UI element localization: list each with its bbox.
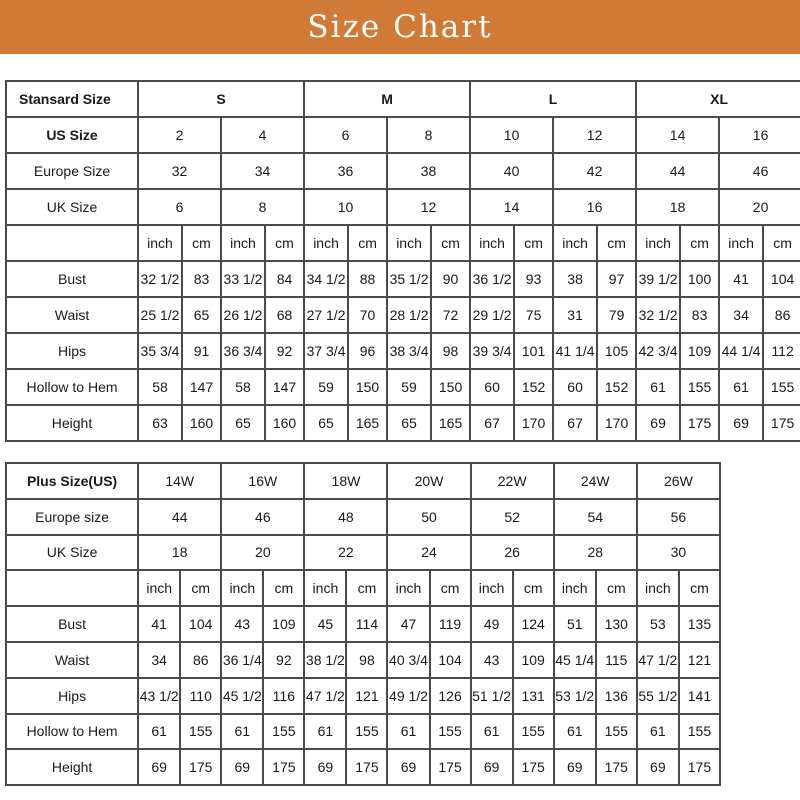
measurement-cell: 70	[348, 297, 387, 333]
measurement-cell: 152	[597, 369, 636, 405]
measurement-cell: 53	[637, 606, 679, 642]
row-label	[6, 570, 138, 606]
unit-cell: inch	[304, 225, 348, 261]
measurement-cell: 90	[431, 261, 470, 297]
measurement-cell: 135	[679, 606, 720, 642]
measurement-cell: 47 1/2	[304, 678, 346, 714]
measurement-cell: 155	[430, 714, 471, 750]
measurement-cell: 165	[348, 405, 387, 441]
row-label: Stansard Size	[6, 81, 138, 117]
measurement-cell: 104	[763, 261, 800, 297]
measurement-cell: 98	[346, 642, 387, 678]
measurement-cell: 155	[763, 369, 800, 405]
measurement-cell: 175	[263, 749, 304, 785]
uk-size-row	[6, 535, 720, 571]
size-cell: 30	[637, 535, 720, 571]
size-cell: 54	[554, 499, 637, 535]
size-cell: 14	[470, 189, 553, 225]
unit-cell: cm	[680, 225, 719, 261]
size-cell: 18	[138, 535, 221, 571]
size-cell: 10	[304, 189, 387, 225]
measurement-cell: 59	[387, 369, 431, 405]
measurement-cell: 27 1/2	[304, 297, 348, 333]
measurement-cell: 61	[221, 714, 263, 750]
size-cell: 20	[719, 189, 800, 225]
size-cell: 36	[304, 153, 387, 189]
measurement-cell: 101	[514, 333, 553, 369]
measurement-cell: 131	[513, 678, 554, 714]
measurement-row	[6, 714, 720, 750]
measurement-cell: 79	[597, 297, 636, 333]
measurement-cell: 121	[679, 642, 720, 678]
measurement-row	[6, 642, 720, 678]
unit-cell: cm	[513, 570, 554, 606]
measurement-cell: 83	[182, 261, 221, 297]
unit-cell: cm	[265, 225, 304, 261]
unit-cell: cm	[596, 570, 637, 606]
size-cell: 18W	[304, 463, 387, 499]
measurement-row	[6, 261, 800, 297]
size-cell: 20	[221, 535, 304, 571]
size-cell: 16W	[221, 463, 304, 499]
unit-cell: cm	[431, 225, 470, 261]
measurement-cell: 51	[554, 606, 596, 642]
measurement-cell: 55 1/2	[637, 678, 679, 714]
measurement-cell: 69	[554, 749, 596, 785]
measurement-cell: 160	[265, 405, 304, 441]
row-label: UK Size	[6, 535, 138, 571]
measurement-cell: 41	[138, 606, 180, 642]
size-cell: 10	[470, 117, 553, 153]
size-cell: 44	[138, 499, 221, 535]
measurement-cell: 91	[182, 333, 221, 369]
row-label: UK Size	[6, 189, 138, 225]
row-label: Plus Size(US)	[6, 463, 138, 499]
size-cell: 32	[138, 153, 221, 189]
size-cell: 12	[387, 189, 470, 225]
size-group-cell: S	[138, 81, 304, 117]
unit-cell: cm	[263, 570, 304, 606]
measurement-cell: 47 1/2	[637, 642, 679, 678]
measurement-cell: 61	[304, 714, 346, 750]
measurement-cell: 59	[304, 369, 348, 405]
measurement-cell: 65	[304, 405, 348, 441]
size-cell: 2	[138, 117, 221, 153]
measurement-cell: 45 1/2	[221, 678, 263, 714]
measurement-cell: 83	[680, 297, 719, 333]
measurement-cell: 34	[138, 642, 180, 678]
us-size-row	[6, 117, 800, 153]
measurement-cell: 114	[346, 606, 387, 642]
unit-cell: inch	[470, 225, 514, 261]
unit-cell: inch	[636, 225, 680, 261]
measurement-cell: 109	[513, 642, 554, 678]
measurement-cell: 88	[348, 261, 387, 297]
plus-size-row	[6, 463, 720, 499]
measurement-row	[6, 297, 800, 333]
measurement-row	[6, 369, 800, 405]
measurement-cell: 44 1/4	[719, 333, 763, 369]
measurement-cell: 60	[470, 369, 514, 405]
measurement-cell: 150	[348, 369, 387, 405]
unit-cell: inch	[553, 225, 597, 261]
measurement-cell: 61	[636, 369, 680, 405]
size-cell: 14W	[138, 463, 221, 499]
measurement-cell: 155	[180, 714, 221, 750]
size-cell: 24	[387, 535, 470, 571]
measurement-cell: 126	[430, 678, 471, 714]
unit-cell: cm	[430, 570, 471, 606]
measurement-cell: 147	[182, 369, 221, 405]
measurement-cell: 61	[387, 714, 429, 750]
measurement-cell: 29 1/2	[470, 297, 514, 333]
size-cell: 20W	[387, 463, 470, 499]
size-cell: 12	[553, 117, 636, 153]
measurement-cell: 58	[138, 369, 182, 405]
measurement-cell: 100	[680, 261, 719, 297]
size-cell: 52	[471, 499, 554, 535]
row-label: Hollow to Hem	[6, 369, 138, 405]
measurement-cell: 69	[719, 405, 763, 441]
size-cell: 28	[554, 535, 637, 571]
measurement-cell: 43	[471, 642, 513, 678]
measurement-cell: 32 1/2	[138, 261, 182, 297]
measurement-cell: 26 1/2	[221, 297, 265, 333]
size-cell: 46	[719, 153, 800, 189]
measurement-cell: 69	[138, 749, 180, 785]
eu-size-row	[6, 499, 720, 535]
row-label: Hollow to Hem	[6, 714, 138, 750]
measurement-cell: 84	[265, 261, 304, 297]
measurement-cell: 69	[304, 749, 346, 785]
unit-cell: inch	[138, 570, 180, 606]
unit-cell: inch	[387, 570, 429, 606]
measurement-cell: 40 3/4	[387, 642, 429, 678]
measurement-cell: 37 3/4	[304, 333, 348, 369]
measurement-cell: 69	[637, 749, 679, 785]
unit-cell: cm	[348, 225, 387, 261]
eu-size-row	[6, 153, 800, 189]
row-label: Hips	[6, 678, 138, 714]
row-label: Height	[6, 405, 138, 441]
measurement-cell: 65	[221, 405, 265, 441]
size-group-cell: XL	[636, 81, 800, 117]
measurement-cell: 63	[138, 405, 182, 441]
measurement-row	[6, 405, 800, 441]
measurement-cell: 86	[180, 642, 221, 678]
measurement-cell: 41	[719, 261, 763, 297]
measurement-cell: 155	[346, 714, 387, 750]
measurement-cell: 175	[679, 749, 720, 785]
unit-row	[6, 570, 720, 606]
measurement-cell: 51 1/2	[471, 678, 513, 714]
size-cell: 38	[387, 153, 470, 189]
size-cell: 50	[387, 499, 470, 535]
uk-size-row	[6, 189, 800, 225]
measurement-cell: 175	[430, 749, 471, 785]
unit-cell: inch	[471, 570, 513, 606]
unit-cell: cm	[514, 225, 553, 261]
measurement-cell: 155	[596, 714, 637, 750]
measurement-cell: 165	[431, 405, 470, 441]
unit-cell: inch	[387, 225, 431, 261]
row-label: Waist	[6, 642, 138, 678]
size-cell: 6	[304, 117, 387, 153]
measurement-cell: 92	[265, 333, 304, 369]
unit-cell: cm	[597, 225, 636, 261]
measurement-cell: 61	[138, 714, 180, 750]
measurement-cell: 28 1/2	[387, 297, 431, 333]
measurement-cell: 155	[679, 714, 720, 750]
measurement-cell: 175	[180, 749, 221, 785]
row-label	[6, 225, 138, 261]
measurement-cell: 68	[265, 297, 304, 333]
measurement-cell: 39 1/2	[636, 261, 680, 297]
unit-row	[6, 225, 800, 261]
measurement-cell: 49 1/2	[387, 678, 429, 714]
measurement-cell: 141	[679, 678, 720, 714]
measurement-cell: 36 1/4	[221, 642, 263, 678]
measurement-cell: 35 3/4	[138, 333, 182, 369]
unit-cell: inch	[138, 225, 182, 261]
measurement-cell: 65	[182, 297, 221, 333]
measurement-cell: 61	[471, 714, 513, 750]
measurement-cell: 98	[431, 333, 470, 369]
measurement-cell: 69	[221, 749, 263, 785]
unit-cell: inch	[304, 570, 346, 606]
size-cell: 16	[719, 117, 800, 153]
measurement-cell: 115	[596, 642, 637, 678]
size-group-cell: L	[470, 81, 636, 117]
size-cell: 4	[221, 117, 304, 153]
standard-size-table	[5, 80, 800, 442]
measurement-cell: 155	[263, 714, 304, 750]
measurement-cell: 34 1/2	[304, 261, 348, 297]
measurement-cell: 61	[637, 714, 679, 750]
measurement-cell: 38 1/2	[304, 642, 346, 678]
plus-size-table	[5, 462, 721, 786]
measurement-cell: 93	[514, 261, 553, 297]
measurement-cell: 60	[553, 369, 597, 405]
measurement-cell: 67	[553, 405, 597, 441]
measurement-cell: 175	[596, 749, 637, 785]
measurement-cell: 25 1/2	[138, 297, 182, 333]
measurement-cell: 47	[387, 606, 429, 642]
measurement-cell: 116	[263, 678, 304, 714]
measurement-row	[6, 678, 720, 714]
measurement-cell: 34	[719, 297, 763, 333]
size-cell: 24W	[554, 463, 637, 499]
size-cell: 26	[471, 535, 554, 571]
size-cell: 6	[138, 189, 221, 225]
measurement-cell: 53 1/2	[554, 678, 596, 714]
measurement-cell: 67	[470, 405, 514, 441]
measurement-cell: 155	[680, 369, 719, 405]
measurement-cell: 75	[514, 297, 553, 333]
measurement-cell: 33 1/2	[221, 261, 265, 297]
measurement-cell: 49	[471, 606, 513, 642]
measurement-cell: 31	[553, 297, 597, 333]
row-label: Bust	[6, 261, 138, 297]
size-cell: 18	[636, 189, 719, 225]
measurement-cell: 69	[387, 749, 429, 785]
size-group-cell: M	[304, 81, 470, 117]
measurement-cell: 86	[763, 297, 800, 333]
measurement-row	[6, 333, 800, 369]
measurement-cell: 130	[596, 606, 637, 642]
measurement-cell: 43 1/2	[138, 678, 180, 714]
size-cell: 34	[221, 153, 304, 189]
measurement-cell: 119	[430, 606, 471, 642]
measurement-cell: 104	[180, 606, 221, 642]
measurement-cell: 61	[719, 369, 763, 405]
row-label: US Size	[6, 117, 138, 153]
measurement-cell: 155	[513, 714, 554, 750]
measurement-cell: 175	[680, 405, 719, 441]
size-chart-banner	[0, 0, 800, 54]
measurement-cell: 36 1/2	[470, 261, 514, 297]
size-group-row	[6, 81, 800, 117]
unit-cell: inch	[221, 570, 263, 606]
measurement-cell: 121	[346, 678, 387, 714]
measurement-cell: 175	[513, 749, 554, 785]
measurement-cell: 58	[221, 369, 265, 405]
size-cell: 8	[387, 117, 470, 153]
measurement-cell: 170	[514, 405, 553, 441]
measurement-cell: 105	[597, 333, 636, 369]
measurement-cell: 61	[554, 714, 596, 750]
measurement-cell: 41 1/4	[553, 333, 597, 369]
measurement-cell: 150	[431, 369, 470, 405]
measurement-cell: 38 3/4	[387, 333, 431, 369]
measurement-cell: 97	[597, 261, 636, 297]
measurement-cell: 160	[182, 405, 221, 441]
unit-cell: inch	[719, 225, 763, 261]
unit-cell: inch	[637, 570, 679, 606]
size-cell: 46	[221, 499, 304, 535]
measurement-cell: 175	[346, 749, 387, 785]
row-label: Europe size	[6, 499, 138, 535]
row-label: Europe Size	[6, 153, 138, 189]
size-cell: 8	[221, 189, 304, 225]
measurement-cell: 104	[430, 642, 471, 678]
measurement-cell: 38	[553, 261, 597, 297]
size-cell: 14	[636, 117, 719, 153]
row-label: Bust	[6, 606, 138, 642]
measurement-cell: 170	[597, 405, 636, 441]
measurement-cell: 36 3/4	[221, 333, 265, 369]
measurement-cell: 69	[636, 405, 680, 441]
measurement-cell: 45 1/4	[554, 642, 596, 678]
measurement-cell: 109	[263, 606, 304, 642]
measurement-cell: 45	[304, 606, 346, 642]
unit-cell: cm	[679, 570, 720, 606]
unit-cell: cm	[763, 225, 800, 261]
size-cell: 56	[637, 499, 720, 535]
measurement-cell: 124	[513, 606, 554, 642]
measurement-cell: 65	[387, 405, 431, 441]
measurement-cell: 109	[680, 333, 719, 369]
measurement-cell: 32 1/2	[636, 297, 680, 333]
measurement-cell: 69	[471, 749, 513, 785]
unit-cell: cm	[346, 570, 387, 606]
row-label: Height	[6, 749, 138, 785]
measurement-cell: 72	[431, 297, 470, 333]
measurement-cell: 35 1/2	[387, 261, 431, 297]
measurement-cell: 110	[180, 678, 221, 714]
measurement-cell: 112	[763, 333, 800, 369]
unit-cell: cm	[180, 570, 221, 606]
page-title: Size Chart	[307, 9, 493, 45]
row-label: Waist	[6, 297, 138, 333]
measurement-cell: 43	[221, 606, 263, 642]
size-cell: 22	[304, 535, 387, 571]
measurement-row	[6, 606, 720, 642]
size-cell: 16	[553, 189, 636, 225]
measurement-row	[6, 749, 720, 785]
size-cell: 22W	[471, 463, 554, 499]
row-label: Hips	[6, 333, 138, 369]
measurement-cell: 136	[596, 678, 637, 714]
measurement-cell: 152	[514, 369, 553, 405]
unit-cell: inch	[554, 570, 596, 606]
size-cell: 26W	[637, 463, 720, 499]
measurement-cell: 92	[263, 642, 304, 678]
measurement-cell: 39 3/4	[470, 333, 514, 369]
unit-cell: inch	[221, 225, 265, 261]
measurement-cell: 147	[265, 369, 304, 405]
measurement-cell: 175	[763, 405, 800, 441]
size-cell: 40	[470, 153, 553, 189]
measurement-cell: 96	[348, 333, 387, 369]
measurement-cell: 42 3/4	[636, 333, 680, 369]
size-cell: 42	[553, 153, 636, 189]
size-cell: 48	[304, 499, 387, 535]
size-cell: 44	[636, 153, 719, 189]
unit-cell: cm	[182, 225, 221, 261]
